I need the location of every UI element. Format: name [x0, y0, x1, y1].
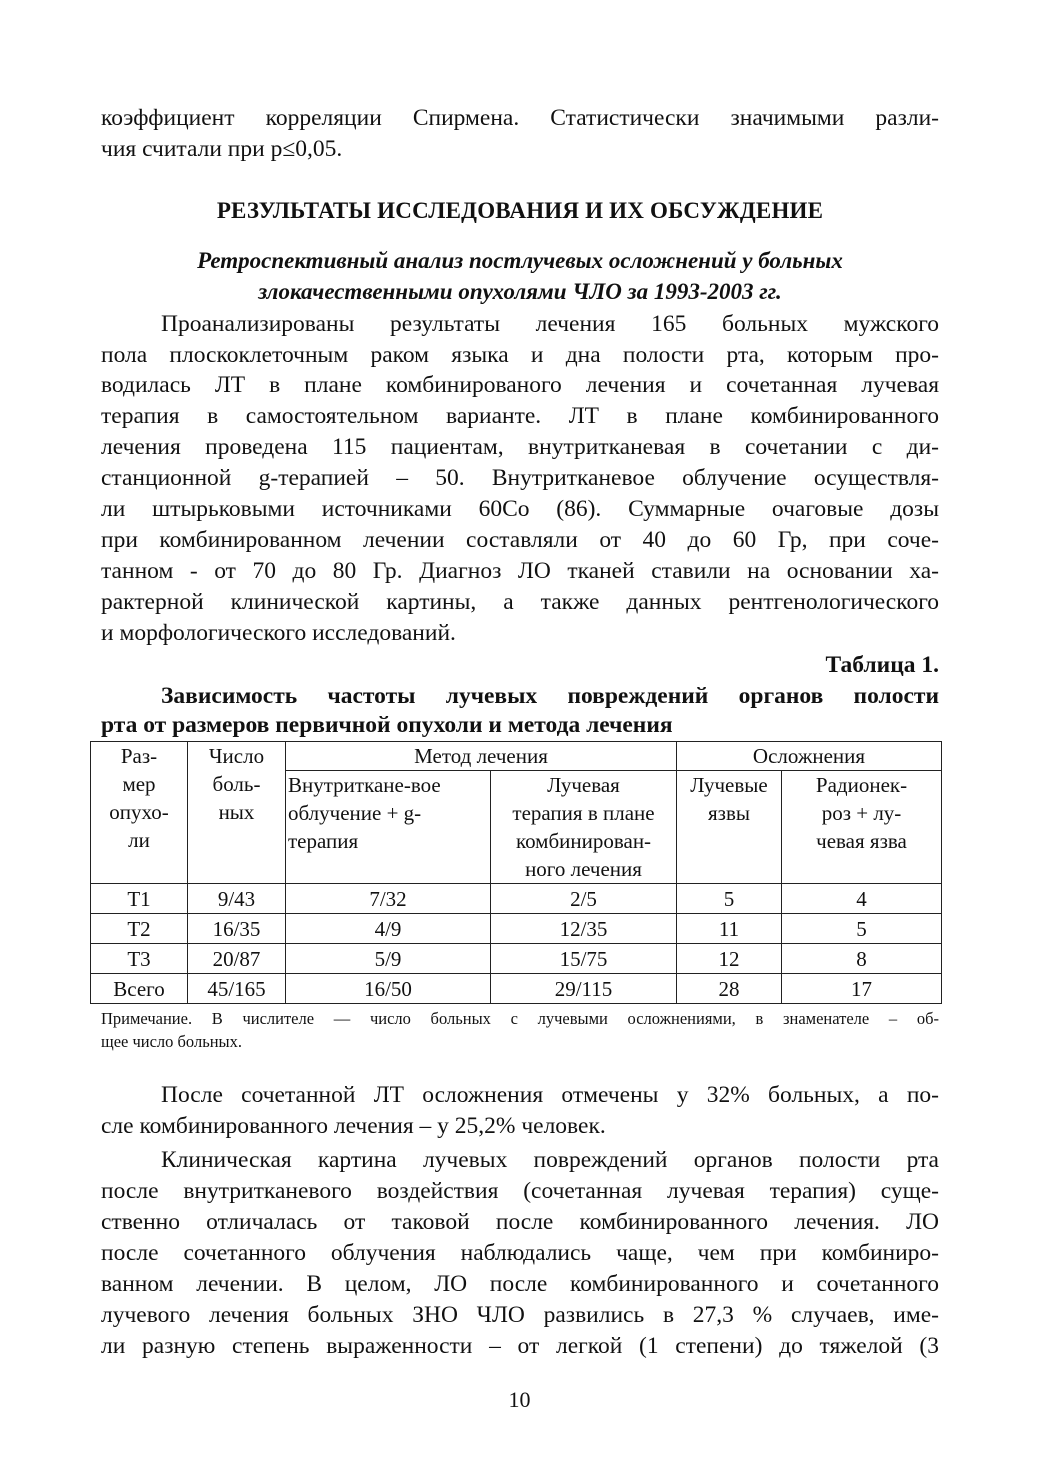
table-cell: 5: [677, 884, 782, 914]
para3-line-2: после внутритканевого воздействия (сочетанная лучевая терапия) суще-: [101, 1178, 939, 1204]
subheading-line-1: Ретроспективный анализ постлучевых осложнений у больных: [197, 248, 843, 273]
para3-line-6: лучевого лечения больных ЗНО ЧЛО развились в 27,3 % случаев, име-: [101, 1302, 939, 1328]
table-note-line-1: Примечание. В числителе — число больных с лучевыми осложнениями, в знаменателе – об-: [101, 1009, 939, 1028]
table-cell: Всего: [91, 974, 188, 1004]
para1-line-3: водилась ЛТ в плане комбинированого лечения и сочетанная лучевая: [101, 372, 939, 398]
para3-line-1: Клиническая картина лучевых повреждений органов полости рта: [161, 1147, 939, 1173]
para3-line-5: ванном лечении. В целом, ЛО после комбинированного и сочетанного: [101, 1271, 939, 1297]
table-cell: 17: [782, 974, 942, 1004]
table-cell: 28: [677, 974, 782, 1004]
table-cell: 5/9: [286, 944, 491, 974]
table-cell: Т1: [91, 884, 188, 914]
para3-line-4: после сочетанного облучения наблюдались чаще, чем при комбиниро-: [101, 1240, 939, 1266]
para2-line-1: После сочетанной ЛТ осложнения отмечены у 32% больных, а по-: [161, 1082, 939, 1108]
para1-line-11: и морфологического исследований.: [101, 620, 456, 646]
table-header-row-1: [91, 742, 942, 771]
header-tumor-size: Раз- мер опухо- ли: [91, 742, 188, 884]
table-cell: 15/75: [491, 944, 677, 974]
table-cell: 5: [782, 914, 942, 944]
table-cell: Т3: [91, 944, 188, 974]
table-cell: 11: [677, 914, 782, 944]
table-title-line-1: Зависимость частоты лучевых повреждений органов полости: [161, 683, 939, 709]
header-complications: Осложнения: [677, 742, 942, 771]
table-cell: 7/32: [286, 884, 491, 914]
table-cell: 12/35: [491, 914, 677, 944]
intro-line-1: коэффициент корреляции Спирмена. Статистически значимыми разли-: [101, 105, 939, 131]
para3-line-7: ли разную степень выраженности – от легкой (1 степени) до тяжелой (3: [101, 1333, 939, 1359]
header-interstitial: Внутриткане-вое облучение + g- терапия: [286, 771, 491, 884]
table-cell: 16/50: [286, 974, 491, 1004]
section-heading: РЕЗУЛЬТАТЫ ИССЛЕДОВАНИЯ И ИХ ОБСУЖДЕНИЕ: [216, 198, 824, 223]
table-row: [91, 944, 942, 974]
para3-line-3: ственно отличалась от таковой после комбинированного лечения. ЛО: [101, 1209, 939, 1235]
table-cell: 9/43: [188, 884, 286, 914]
para1-line-8: при комбинированном лечении составляли от 40 до 60 Гр, при соче-: [101, 527, 939, 553]
table-cell: 45/165: [188, 974, 286, 1004]
para1-line-1: Проанализированы результаты лечения 165 больных мужского: [161, 311, 939, 337]
table-cell: Т2: [91, 914, 188, 944]
para1-line-10: рактерной клинической картины, а также данных рентгенологического: [101, 589, 939, 615]
para1-line-4: терапия в самостоятельном варианте. ЛТ в плане комбинированного: [101, 403, 939, 429]
para1-line-5: лечения проведена 115 пациентам, внутритканевая в сочетании с ди-: [101, 434, 939, 460]
table-cell: 8: [782, 944, 942, 974]
header-patient-count: Число боль- ных: [188, 742, 286, 884]
table-cell: 29/115: [491, 974, 677, 1004]
header-radionecrosis: Радионек- роз + лу- чевая язва: [782, 771, 942, 884]
table-cell: 12: [677, 944, 782, 974]
table-row: [91, 914, 942, 944]
header-treatment-method: Метод лечения: [286, 742, 677, 771]
table-cell: 4/9: [286, 914, 491, 944]
results-table: [90, 741, 942, 1004]
table-cell: 2/5: [491, 884, 677, 914]
para1-line-6: станционной g-терапией – 50. Внутритканевое облучение осуществля-: [101, 465, 939, 491]
table-label: Таблица 1.: [825, 652, 939, 678]
table-cell: 4: [782, 884, 942, 914]
table-cell: 16/35: [188, 914, 286, 944]
para1-line-7: ли штырьковыми источниками 60Со (86). Суммарные очаговые дозы: [101, 496, 939, 522]
para2-line-2: сле комбинированного лечения – у 25,2% человек.: [101, 1113, 606, 1139]
table-title-line-2: рта от размеров первичной опухоли и метода лечения: [101, 712, 673, 738]
header-combined: Лучевая терапия в плане комбинирован- ного лечения: [491, 771, 677, 884]
page-number: 10: [508, 1387, 531, 1412]
table-row: [91, 884, 942, 914]
intro-line-2: чия считали при р≤0,05.: [101, 136, 343, 162]
table-row-total: [91, 974, 942, 1004]
para1-line-9: танном - от 70 до 80 Гр. Диагноз ЛО тканей ставили на основании ха-: [101, 558, 939, 584]
para1-line-2: пола плоскоклеточным раком языка и дна полости рта, которым про-: [101, 342, 939, 368]
table-note-line-2: щее число больных.: [101, 1032, 243, 1051]
table-cell: 20/87: [188, 944, 286, 974]
subheading-line-2: злокачественными опухолями ЧЛО за 1993-2003 гг.: [258, 279, 782, 304]
header-radiation-ulcers: Лучевые язвы: [677, 771, 782, 884]
